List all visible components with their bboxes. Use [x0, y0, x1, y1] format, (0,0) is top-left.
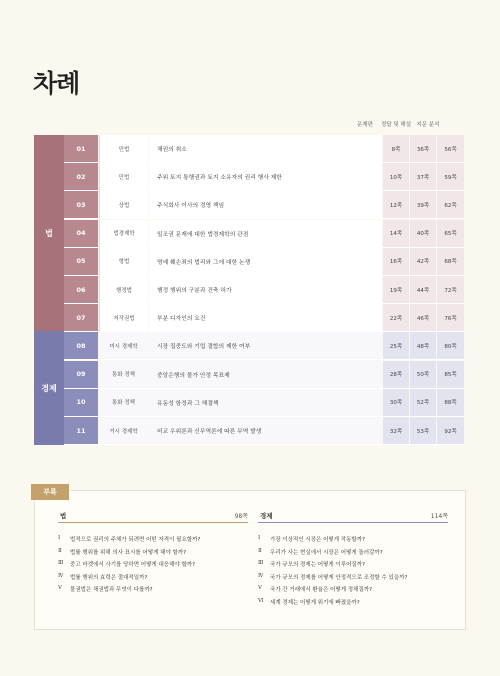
appendix-item[interactable] [58, 585, 248, 598]
row-subject: 형법 [99, 248, 148, 275]
toc-row[interactable] [64, 163, 464, 191]
row-topic: 채권의 취소 [149, 135, 382, 162]
appendix-item-text: 중고 마켓에서 사기를 당하면 어떻게 대응해야 할까? [70, 562, 195, 568]
toc-row[interactable] [64, 220, 464, 248]
row-topic: 주위 토지 통행권과 토지 소유자의 권리 행사 제한 [149, 163, 382, 190]
row-number: 01 [64, 135, 98, 162]
appendix-item[interactable] [258, 573, 448, 586]
appendix-item-text: 국가 규모의 경제는 어떻게 이루어질까? [270, 562, 365, 568]
row-topic: 중앙은행의 물가 안정 목표제 [149, 361, 382, 388]
row-subject: 통화 정책 [99, 389, 148, 416]
appendix-econ-page: 114쪽 [430, 513, 448, 520]
row-page-analysis: 76쪽 [437, 304, 464, 331]
row-topic: 시장 집중도와 기업 결합의 제한 여부 [149, 332, 382, 359]
appendix-law [58, 509, 248, 598]
row-topic: 일조권 문제에 대한 법경제학의 관점 [149, 220, 382, 247]
row-page-answer: 42쪽 [410, 248, 436, 275]
row-subject: 통화 정책 [99, 361, 148, 388]
row-page-problem: 25쪽 [383, 332, 409, 359]
toc-row[interactable] [64, 361, 464, 389]
row-page-analysis: 56쪽 [437, 135, 464, 162]
appendix-item-text: 국가 간 거래에서 환율은 어떻게 정해질까? [270, 587, 372, 593]
appendix-item-text: 법적으로 권리의 주체가 되려면 어떤 자격이 필요할까? [70, 537, 201, 543]
column-headers [352, 120, 464, 132]
row-page-problem: 8쪽 [383, 135, 409, 162]
appendix-item-text: 법률 행위를 위해 의사 표시를 어떻게 해야 할까? [70, 549, 187, 556]
row-page-answer: 40쪽 [410, 220, 436, 247]
row-subject: 거시 경제학 [99, 417, 148, 444]
roman-numeral: Ⅴ [58, 585, 62, 591]
toc-row[interactable] [64, 191, 464, 219]
row-number: 06 [64, 276, 98, 303]
toc-row[interactable] [64, 304, 464, 332]
roman-numeral: Ⅵ [258, 597, 264, 604]
page-title: 차례 [33, 69, 80, 98]
row-page-problem: 10쪽 [383, 163, 409, 190]
appendix-tag: 부록 [31, 484, 69, 500]
row-page-analysis: 72쪽 [437, 276, 464, 303]
row-number: 04 [64, 220, 98, 247]
appendix-law-list [58, 535, 248, 598]
row-subject: 법경제학 [99, 220, 148, 247]
appendix-box [34, 490, 466, 630]
row-number: 07 [64, 304, 98, 331]
appendix-item[interactable] [58, 573, 248, 586]
row-page-analysis: 65쪽 [437, 220, 464, 247]
appendix-item-text: 물권법은 채권법과 무엇이 다를까? [70, 587, 153, 593]
appendix-item[interactable] [58, 560, 248, 573]
row-number: 09 [64, 361, 98, 388]
row-number: 10 [64, 389, 98, 416]
row-page-problem: 28쪽 [383, 361, 409, 388]
row-page-analysis: 62쪽 [437, 191, 464, 218]
row-page-problem: 12쪽 [383, 191, 409, 218]
row-number: 05 [64, 248, 98, 275]
row-page-problem: 32쪽 [383, 417, 409, 444]
column-header-analysis: 지문 분석 [416, 122, 440, 128]
appendix-item[interactable] [258, 560, 448, 573]
row-topic: 행정 행위의 구분과 건축 허가 [149, 276, 382, 303]
appendix-law-title: 법 [60, 512, 67, 520]
row-subject: 민법 [99, 135, 148, 162]
roman-numeral: Ⅳ [58, 572, 64, 579]
appendix-econ-header [258, 509, 448, 523]
appendix-econ-title: 경제 [260, 512, 273, 520]
row-page-answer: 50쪽 [410, 361, 436, 388]
row-page-analysis: 92쪽 [437, 417, 464, 444]
row-page-answer: 46쪽 [410, 304, 436, 331]
appendix-econ-list [258, 535, 448, 610]
row-page-problem: 30쪽 [383, 389, 409, 416]
row-page-answer: 37쪽 [410, 163, 436, 190]
row-number: 03 [64, 191, 98, 218]
toc-row[interactable] [64, 276, 464, 304]
column-header-answers: 정답 및 해설 [380, 122, 412, 128]
toc-row[interactable] [64, 417, 464, 445]
toc-row[interactable] [64, 248, 464, 276]
appendix-item-text: 국가 규모의 경제를 어떻게 안정적으로 조정할 수 있을까? [270, 574, 408, 581]
row-page-answer: 39쪽 [410, 191, 436, 218]
row-subject: 미시 경제학 [99, 332, 148, 359]
row-page-answer: 53쪽 [410, 417, 436, 444]
appendix-item-text: 가장 이상적인 시장은 어떻게 작동할까? [270, 537, 365, 543]
row-number: 08 [64, 332, 98, 359]
appendix-law-page: 98쪽 [234, 513, 248, 520]
column-header-problems: 문제편 [357, 122, 373, 128]
row-subject: 민법 [99, 163, 148, 190]
row-page-answer: 52쪽 [410, 389, 436, 416]
row-page-answer: 36쪽 [410, 135, 436, 162]
row-number: 11 [64, 417, 98, 444]
appendix-item[interactable] [258, 535, 448, 548]
row-page-problem: 19쪽 [383, 276, 409, 303]
row-page-answer: 48쪽 [410, 332, 436, 359]
roman-numeral: Ⅰ [258, 535, 261, 541]
roman-numeral: Ⅰ [58, 535, 61, 541]
table-of-contents [34, 135, 464, 445]
roman-numeral: Ⅱ [258, 547, 262, 554]
toc-row[interactable] [64, 332, 464, 360]
row-topic: 유동성 함정과 그 해결책 [149, 389, 382, 416]
row-page-analysis: 88쪽 [437, 389, 464, 416]
row-subject: 행정법 [99, 276, 148, 303]
row-page-problem: 22쪽 [383, 304, 409, 331]
toc-row[interactable] [64, 135, 464, 163]
row-subject: 상법 [99, 191, 148, 218]
appendix-item[interactable] [258, 548, 448, 561]
toc-row[interactable] [64, 389, 464, 417]
row-page-problem: 16쪽 [383, 248, 409, 275]
appendix-item[interactable] [258, 585, 448, 598]
appendix-econ [258, 509, 448, 610]
roman-numeral: Ⅲ [58, 560, 64, 566]
appendix-item-text: 우리가 사는 현실에서 시장은 어떻게 돌러갈까? [270, 549, 383, 556]
row-page-analysis: 68쪽 [437, 248, 464, 275]
roman-numeral: Ⅱ [58, 547, 62, 554]
row-topic: 비교 우위론과 신무역론에 따른 무역 발생 [149, 417, 382, 444]
appendix-item[interactable] [58, 548, 248, 561]
row-topic: 명예 훼손죄의 법리와 그에 대한 논쟁 [149, 248, 382, 275]
appendix-item[interactable] [58, 535, 248, 548]
row-subject: 저작권법 [99, 304, 148, 331]
roman-numeral: Ⅴ [258, 585, 262, 591]
category-law: 법 [34, 135, 64, 331]
row-page-analysis: 80쪽 [437, 332, 464, 359]
row-page-analysis: 85쪽 [437, 361, 464, 388]
appendix-item-text: 법률 행위의 효력은 절대적일까? [70, 574, 148, 581]
row-page-answer: 44쪽 [410, 276, 436, 303]
row-topic: 주식회사 이사의 경영 책임 [149, 191, 382, 218]
appendix-law-header [58, 509, 248, 523]
appendix-item[interactable] [258, 598, 448, 611]
row-page-analysis: 59쪽 [437, 163, 464, 190]
row-page-problem: 14쪽 [383, 220, 409, 247]
roman-numeral: Ⅲ [258, 560, 264, 566]
appendix-item-text: 세계 경제는 어떻게 위기에 빠졌을까? [270, 599, 360, 606]
roman-numeral: Ⅳ [258, 572, 264, 579]
row-number: 02 [64, 163, 98, 190]
category-econ: 경제 [34, 331, 64, 445]
row-topic: 부분 디자인의 요건 [149, 304, 382, 331]
